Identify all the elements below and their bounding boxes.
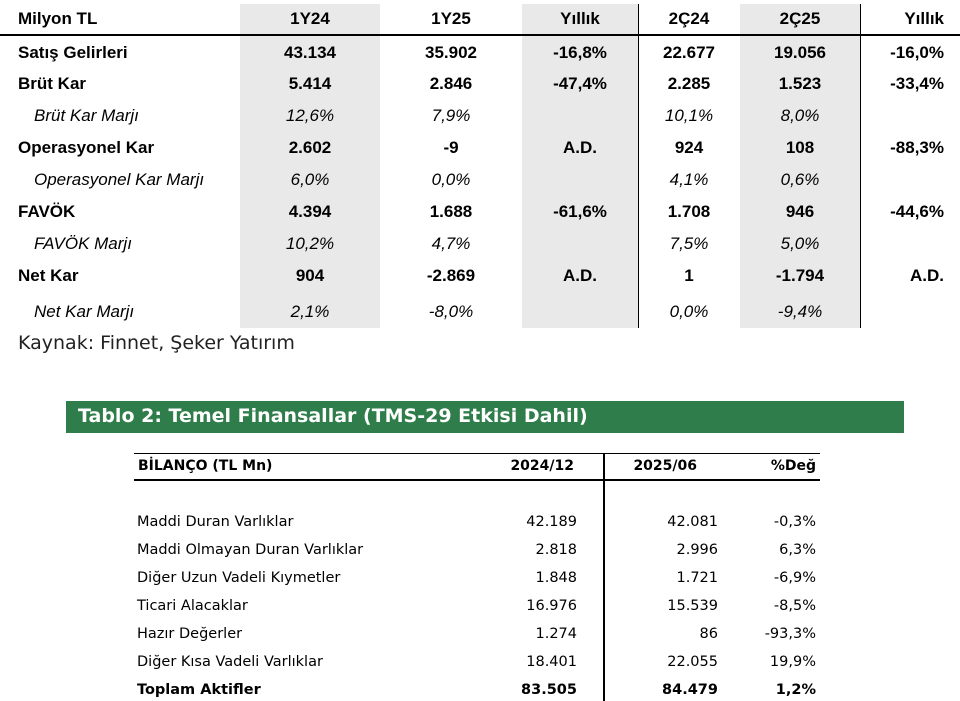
- table1-value-cell: 1: [684, 266, 694, 285]
- table2-header-cell: %Değ: [770, 458, 816, 474]
- table1-row-label: Brüt Kar Marjı: [34, 106, 139, 125]
- table2-value-cell: 15.539: [667, 598, 718, 614]
- table1-value-cell: 0,0%: [669, 302, 709, 321]
- table1-row-label: FAVÖK: [18, 202, 76, 221]
- table1-value-cell: 5.414: [288, 74, 332, 93]
- table2-title: Tablo 2: Temel Finansallar (TMS-29 Etkisi Dahil): [78, 405, 588, 427]
- table2-row-label: Diğer Kısa Vadeli Varlıklar: [137, 654, 323, 670]
- table1-header-cell: 2Ç24: [668, 9, 710, 28]
- table2-value-cell: 86: [699, 626, 718, 642]
- table1-value-cell: 1.708: [667, 202, 711, 221]
- table1-row-label: Operasyonel Kar: [18, 138, 155, 157]
- table1-value-cell: -16,0%: [890, 43, 944, 62]
- table1-header-cell: 1Y24: [290, 9, 330, 28]
- table1-value-cell: 22.677: [663, 43, 715, 62]
- table1-header-cell: Yıllık: [904, 9, 944, 28]
- table1-row-label: Operasyonel Kar Marjı: [34, 170, 205, 189]
- table1-value-cell: 35.902: [425, 43, 477, 62]
- table2-value-cell: -6,9%: [773, 570, 816, 586]
- table2-value-cell: 2.996: [676, 542, 718, 558]
- table1-value-cell: -61,6%: [553, 202, 607, 221]
- table1-value-cell: 10,1%: [664, 106, 714, 125]
- table1-row-label: Brüt Kar: [18, 74, 87, 93]
- table1-row-label: Net Kar Marjı: [34, 302, 135, 321]
- table1-value-cell: 10,2%: [285, 234, 335, 253]
- table2-value-cell: 1.721: [676, 570, 718, 586]
- table1-value-cell: 6,0%: [290, 170, 330, 189]
- table1-value-cell: 924: [674, 138, 704, 157]
- table1-row-label: Net Kar: [18, 266, 79, 285]
- table1-value-cell: 0,6%: [780, 170, 820, 189]
- table1-value-cell: 1.523: [778, 74, 822, 93]
- table1-header-cell: 1Y25: [431, 9, 471, 28]
- table2-value-cell: 42.189: [526, 514, 577, 530]
- table1-value-cell: 2.602: [288, 138, 332, 157]
- table2-value-cell: -8,5%: [773, 598, 816, 614]
- table1-value-cell: A.D.: [563, 138, 597, 157]
- table2-header-cell: BİLANÇO (TL Mn): [138, 458, 273, 474]
- table2-value-cell: 22.055: [667, 654, 718, 670]
- table2-header-cell: 2024/12: [510, 458, 574, 474]
- table1-row-label: Satış Gelirleri: [18, 43, 128, 62]
- table1-value-cell: -9: [443, 138, 459, 157]
- table1-value-cell: -44,6%: [890, 202, 944, 221]
- table1-value-cell: 4,1%: [669, 170, 709, 189]
- table2-value-cell: 18.401: [526, 654, 577, 670]
- table1-value-cell: -88,3%: [890, 138, 944, 157]
- table2-value-cell: 2.818: [535, 542, 577, 558]
- table1-value-cell: A.D.: [910, 266, 944, 285]
- table1-value-cell: 904: [295, 266, 325, 285]
- table1-value-cell: -16,8%: [553, 43, 607, 62]
- table1-row-label: FAVÖK Marjı: [34, 234, 132, 253]
- table2-row-label: Toplam Aktifler: [137, 682, 261, 698]
- table1-value-cell: 43.134: [284, 43, 336, 62]
- table1-value-cell: 4,7%: [431, 234, 471, 253]
- table2-value-cell: -0,3%: [773, 514, 816, 530]
- table1-value-cell: 108: [785, 138, 815, 157]
- table1-value-cell: 0,0%: [431, 170, 471, 189]
- table1-header-cell: Milyon TL: [18, 9, 98, 28]
- table1-value-cell: A.D.: [563, 266, 597, 285]
- table1-value-cell: -8,0%: [428, 302, 474, 321]
- table1-value-cell: 2.846: [429, 74, 473, 93]
- table1-value-cell: 2.285: [667, 74, 711, 93]
- source-note: Kaynak: Finnet, Şeker Yatırım: [18, 332, 295, 354]
- table1-value-cell: 1.688: [429, 202, 473, 221]
- table2-row-label: Maddi Duran Varlıklar: [137, 514, 294, 530]
- table2-row-label: Maddi Olmayan Duran Varlıklar: [137, 542, 364, 558]
- table2-header-cell: 2025/06: [633, 458, 697, 474]
- table1-value-cell: -9,4%: [777, 302, 823, 321]
- table1-value-cell: 8,0%: [780, 106, 820, 125]
- table1-header-cell: 2Ç25: [779, 9, 821, 28]
- table1-value-cell: 19.056: [774, 43, 826, 62]
- table1-value-cell: 12,6%: [285, 106, 335, 125]
- table2-value-cell: 1.274: [535, 626, 577, 642]
- table2-value-cell: 83.505: [521, 682, 577, 698]
- table2-value-cell: 42.081: [667, 514, 718, 530]
- table2-value-cell: 19,9%: [769, 654, 816, 670]
- table2-row-label: Diğer Uzun Vadeli Kıymetler: [137, 570, 341, 586]
- table1-value-cell: 7,5%: [669, 234, 709, 253]
- table1-value-cell: 5,0%: [780, 234, 820, 253]
- table1-value-cell: -47,4%: [553, 74, 607, 93]
- table1-value-cell: 2,1%: [290, 302, 330, 321]
- table1-value-cell: -1.794: [775, 266, 825, 285]
- table2-value-cell: 1.848: [535, 570, 577, 586]
- table2-value-cell: 6,3%: [779, 542, 816, 558]
- table2-value-cell: -93,3%: [764, 626, 816, 642]
- table2-row-label: Hazır Değerler: [137, 626, 243, 642]
- table2-header-rule: [134, 479, 820, 481]
- table2-value-cell: 1,2%: [775, 682, 816, 698]
- table1-value-cell: -2.869: [426, 266, 476, 285]
- table2-value-cell: 84.479: [662, 682, 718, 698]
- table2-value-cell: 16.976: [526, 598, 577, 614]
- table1-value-cell: 4.394: [288, 202, 332, 221]
- table1-value-cell: -33,4%: [890, 74, 944, 93]
- table1-value-cell: 7,9%: [431, 106, 471, 125]
- table2-row-label: Ticari Alacaklar: [137, 598, 248, 614]
- table1-header-cell: Yıllık: [560, 9, 600, 28]
- table1-value-cell: 946: [785, 202, 815, 221]
